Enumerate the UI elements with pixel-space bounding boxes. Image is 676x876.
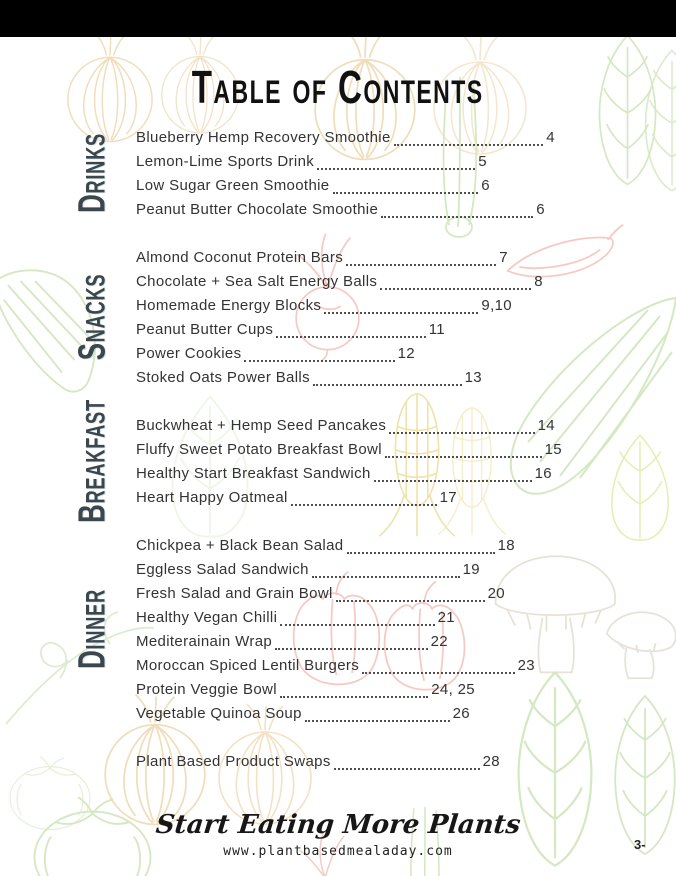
toc-row[interactable] xyxy=(136,605,455,629)
toc-row[interactable] xyxy=(136,293,512,317)
toc-row[interactable] xyxy=(136,413,555,437)
toc-item-page: 16 xyxy=(534,464,552,482)
dot-leader xyxy=(305,711,450,722)
toc-item-title: Power Cookies xyxy=(136,344,242,362)
toc-row[interactable] xyxy=(136,269,543,293)
footer xyxy=(0,807,676,861)
toc-row[interactable] xyxy=(136,677,475,701)
dot-leader xyxy=(381,207,533,218)
toc-item-title: Fresh Salad and Grain Bowl xyxy=(136,584,333,602)
toc-item-title: Chocolate + Sea Salt Energy Balls xyxy=(136,272,378,290)
toc-item-page: 6 xyxy=(536,200,545,218)
section-snacks xyxy=(0,245,676,389)
dot-leader xyxy=(280,615,434,626)
dot-leader xyxy=(334,759,480,770)
toc-item-page: 22 xyxy=(430,632,448,650)
toc-row[interactable] xyxy=(136,557,480,581)
toc-row[interactable] xyxy=(136,701,470,725)
dot-leader xyxy=(362,663,515,674)
toc-item-page: 5 xyxy=(478,152,487,170)
toc-item-title: Fluffy Sweet Potato Breakfast Bowl xyxy=(136,440,382,458)
dot-leader xyxy=(275,639,428,650)
dot-leader xyxy=(336,591,485,602)
dot-leader xyxy=(346,255,496,266)
toc-item-title: Buckwheat + Hemp Seed Pancakes xyxy=(136,416,387,434)
toc-item-page: 17 xyxy=(439,488,457,506)
extra-section xyxy=(136,749,676,773)
section-label-breakfast: Breakfast xyxy=(71,399,114,523)
toc-row[interactable] xyxy=(136,125,555,149)
toc-row[interactable] xyxy=(136,749,500,773)
footer-website-link[interactable]: www.plantbasedmealaday.com xyxy=(223,844,453,859)
section-breakfast xyxy=(0,399,676,523)
toc-item-title: Mediterainain Wrap xyxy=(136,632,273,650)
toc-row[interactable] xyxy=(136,533,515,557)
dot-leader xyxy=(312,567,460,578)
dot-leader xyxy=(394,135,544,146)
toc-item-page: 15 xyxy=(544,440,562,458)
dot-leader xyxy=(347,543,495,554)
toc-row[interactable] xyxy=(136,341,415,365)
toc-row[interactable] xyxy=(136,365,482,389)
section-label-snacks: Snacks xyxy=(71,273,114,361)
dot-leader xyxy=(374,471,532,482)
page-number: 3- xyxy=(634,837,646,852)
toc-row[interactable] xyxy=(136,581,505,605)
toc-item-title: Peanut Butter Cups xyxy=(136,320,274,338)
toc-item-page: 23 xyxy=(517,656,535,674)
toc-item-page: 18 xyxy=(497,536,515,554)
toc-row[interactable] xyxy=(136,485,457,509)
toc-item-page: 9,10 xyxy=(481,296,512,314)
toc-item-title: Blueberry Hemp Recovery Smoothie xyxy=(136,128,391,146)
toc-item-title: Chickpea + Black Bean Salad xyxy=(136,536,344,554)
dot-leader xyxy=(333,183,479,194)
toc-item-page: 14 xyxy=(537,416,555,434)
dot-leader xyxy=(313,375,462,386)
footer-tagline: Start Eating More Plants xyxy=(154,810,522,840)
toc-item-page: 28 xyxy=(482,752,500,770)
toc-item-page: 20 xyxy=(487,584,505,602)
toc-item-title: Heart Happy Oatmeal xyxy=(136,488,288,506)
toc-item-title: Healthy Vegan Chilli xyxy=(136,608,278,626)
dot-leader xyxy=(324,303,478,314)
toc-item-title: Almond Coconut Protein Bars xyxy=(136,248,344,266)
toc-item-title: Protein Veggie Bowl xyxy=(136,680,277,698)
toc-item-page: 7 xyxy=(499,248,508,266)
toc-item-title: Homemade Energy Blocks xyxy=(136,296,322,314)
section-dinner xyxy=(0,533,676,725)
toc-row[interactable] xyxy=(136,245,508,269)
toc-item-page: 11 xyxy=(428,320,445,338)
toc-item-page: 6 xyxy=(481,176,490,194)
toc-row[interactable] xyxy=(136,461,552,485)
dot-leader xyxy=(244,351,394,362)
toc-item-page: 12 xyxy=(397,344,415,362)
toc-row[interactable] xyxy=(136,317,445,341)
toc-row[interactable] xyxy=(136,629,448,653)
toc-row[interactable] xyxy=(136,653,535,677)
dot-leader xyxy=(280,687,428,698)
toc-item-page: 13 xyxy=(464,368,482,386)
dot-leader xyxy=(276,327,426,338)
toc-item-page: 19 xyxy=(462,560,480,578)
section-drinks xyxy=(0,125,676,221)
toc-row[interactable] xyxy=(136,437,562,461)
page-title-text: Table of Contents xyxy=(192,61,484,113)
toc-item-title: Low Sugar Green Smoothie xyxy=(136,176,330,194)
page-title xyxy=(0,37,676,125)
dot-leader xyxy=(317,159,475,170)
dot-leader xyxy=(385,447,542,458)
toc-item-title: Eggless Salad Sandwich xyxy=(136,560,309,578)
toc-row[interactable] xyxy=(136,197,545,221)
toc-row[interactable] xyxy=(136,149,487,173)
toc-item-title: Vegetable Quinoa Soup xyxy=(136,704,302,722)
dot-leader xyxy=(291,495,437,506)
top-bar xyxy=(0,0,676,37)
toc-item-title: Lemon-Lime Sports Drink xyxy=(136,152,315,170)
toc-item-page: 4 xyxy=(546,128,555,146)
toc-item-page: 21 xyxy=(437,608,455,626)
toc-item-title: Stoked Oats Power Balls xyxy=(136,368,310,386)
toc-item-title: Plant Based Product Swaps xyxy=(136,752,331,770)
dot-leader xyxy=(380,279,531,290)
toc-item-page: 8 xyxy=(534,272,543,290)
toc-item-title: Healthy Start Breakfast Sandwich xyxy=(136,464,371,482)
section-label-drinks: Drinks xyxy=(71,133,114,213)
toc-item-page: 26 xyxy=(452,704,470,722)
toc-item-page: 24, 25 xyxy=(431,680,475,698)
section-label-dinner: Dinner xyxy=(71,589,114,669)
toc-row[interactable] xyxy=(136,173,490,197)
toc-item-title: Peanut Butter Chocolate Smoothie xyxy=(136,200,379,218)
toc-item-title: Moroccan Spiced Lentil Burgers xyxy=(136,656,360,674)
dot-leader xyxy=(389,423,534,434)
